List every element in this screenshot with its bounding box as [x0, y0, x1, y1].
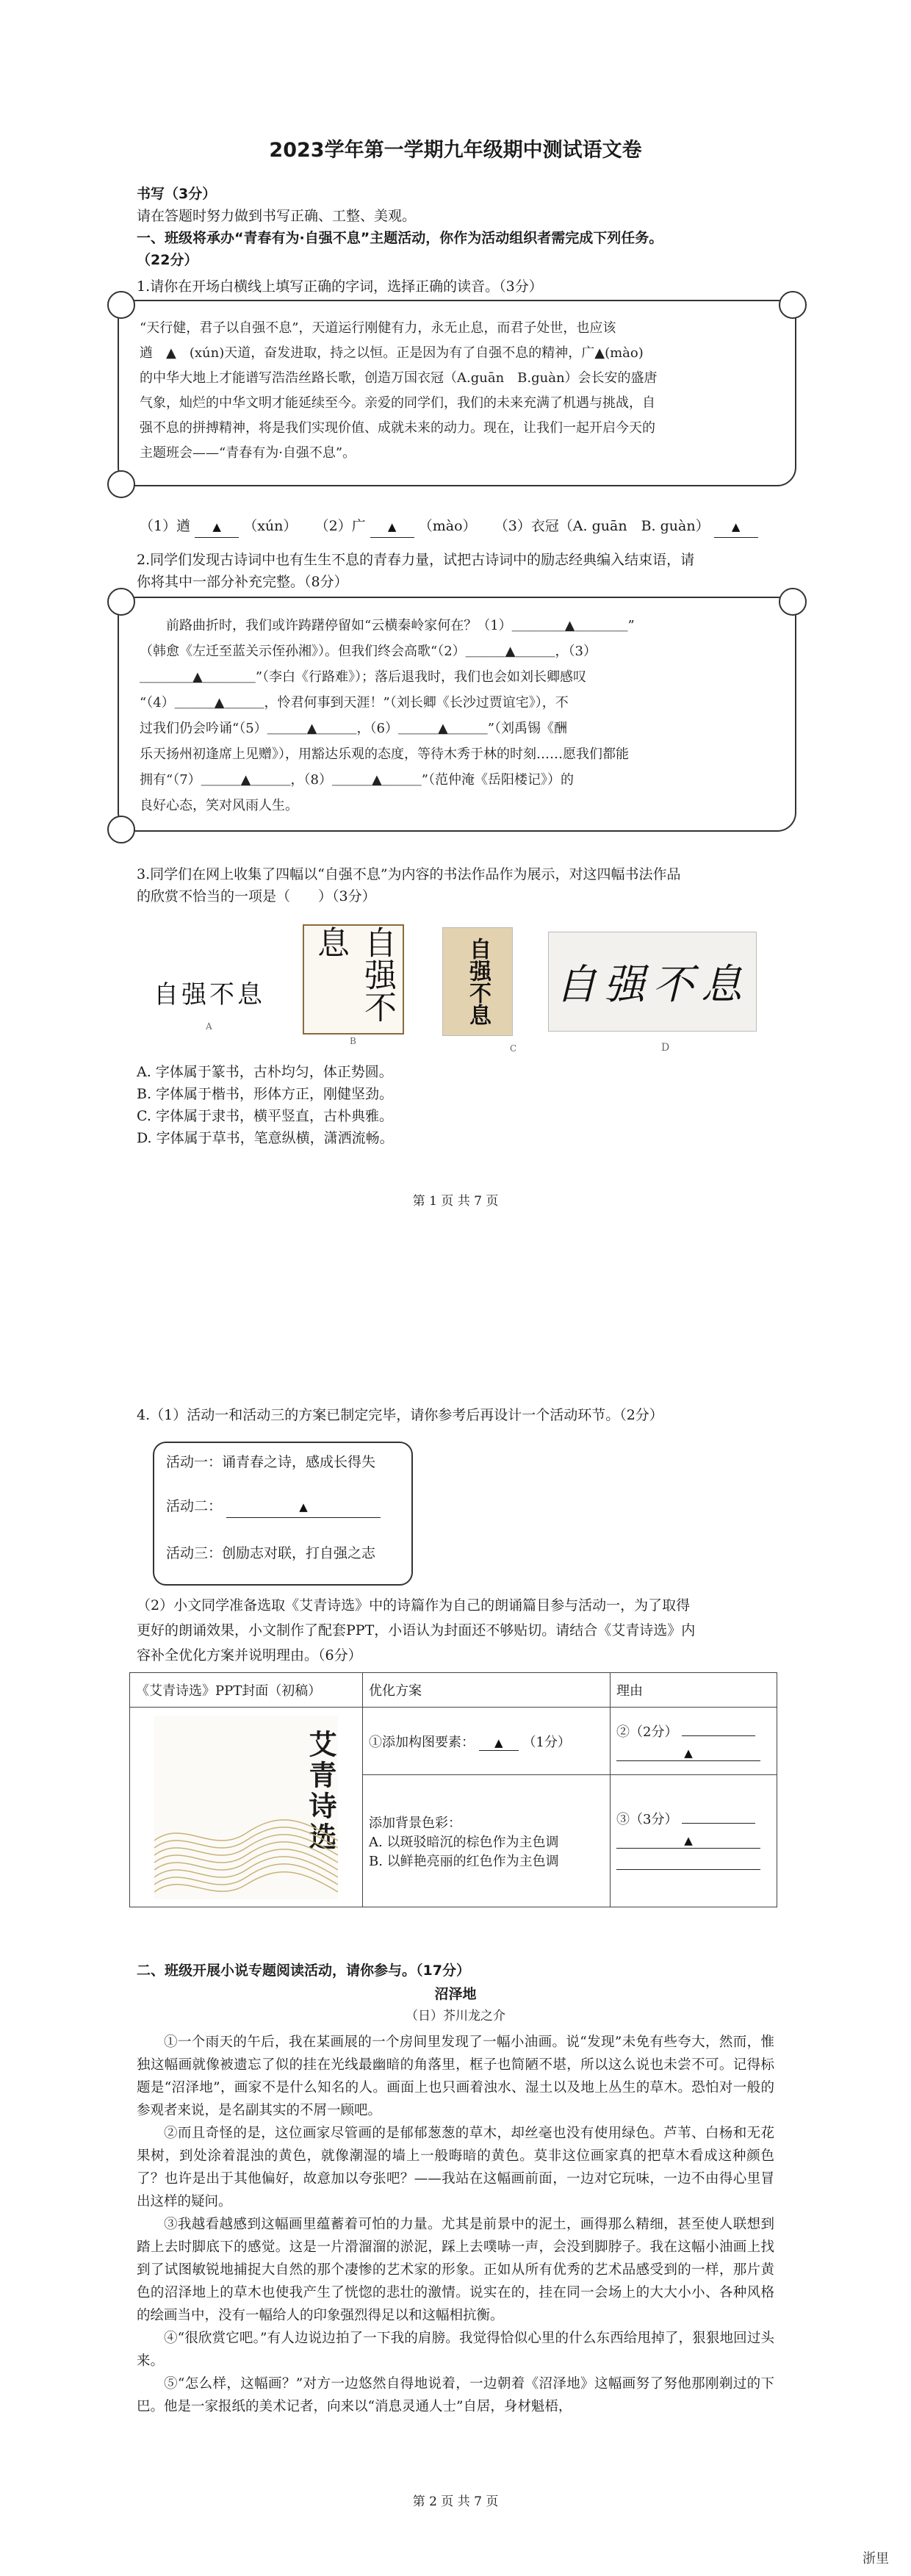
q4-part2-line: 更好的朗诵效果，小文制作了配套PPT，小语认为封面还不够贴切。请结合《艾青诗选》内 — [137, 1622, 696, 1638]
scroll-curl-icon — [107, 588, 135, 616]
story-author: （日）芥川龙之介 — [406, 2009, 505, 2023]
corner-watermark: 浙里 — [863, 2551, 889, 2566]
page-footer-2: 第 2 页 共 7 页 — [412, 2494, 499, 2509]
q3-options — [137, 1061, 394, 1149]
reason-2-blank-2[interactable] — [616, 1745, 760, 1761]
q3-option-d[interactable]: D. 字体属于草书，笔意纵横，潇洒流畅。 — [137, 1130, 394, 1146]
q4-prompt: 4.（1）活动一和活动三的方案已制定完毕，请你参考后再设计一个活动环节。（2分） — [137, 1407, 663, 1423]
scroll-curl-icon — [779, 291, 807, 319]
plan-1-blank[interactable] — [479, 1735, 519, 1751]
blank-marker: ▲ — [212, 520, 221, 533]
story-paragraph: ①一个雨天的午后，我在某画展的一个房间里发现了一幅小油画。说“发现”未免有些夸大，然而，惟独这幅画就像被遗忘了似的挂在光线最幽暗的角落里，框子也简陋不堪，所以这么说也未尝不可。记得标题是“沼泽地”，画家不是什么知名的人。画面上也只画着浊水、湿土以及地上丛生的草木。恐怕对一般的参观者来说，是名副其实的不屑一顾吧。 — [137, 2034, 774, 2118]
story-body — [137, 2031, 774, 2418]
calligraphy-d-text: 自强不息 — [555, 961, 749, 1009]
plan-2-option-b[interactable]: B. 以鲜艳亮丽的红色作为主色调 — [369, 1853, 559, 1869]
section2-heading: 二、班级开展小说专题阅读活动，请你参与。（17分） — [137, 1962, 470, 1979]
calligraphy-a-text: 自强不息 — [154, 979, 265, 1010]
writing-heading: 书写（3分） — [137, 186, 217, 202]
q3-option-c[interactable]: C. 字体属于隶书，横平竖直，古朴典雅。 — [137, 1108, 393, 1124]
work-a-label: A — [206, 1021, 212, 1032]
q1-answer-1-blank[interactable] — [195, 516, 239, 538]
q2-prompt-2: 你将其中一部分补充完整。（8分） — [137, 574, 348, 590]
work-b-label: B — [350, 1036, 356, 1046]
plan-2-title: 添加背景色彩： — [369, 1815, 461, 1831]
reason-3-label: ③（3分） — [616, 1811, 678, 1827]
q1-line: 强不息的拼搏精神，将是我们实现价值、成就未来的动力。现在，让我们一起开启今天的 — [140, 420, 655, 436]
q2-line: 乐天扬州初逢席上见赠》），用豁达乐观的态度，等待木秀于林的时刻……愿我们都能 — [140, 746, 629, 762]
q1-answer-3-label: （3）衣冠（A. guān B. guàn） — [494, 518, 710, 534]
optimization-table — [129, 1672, 777, 1907]
cover-title: 艾青诗选 — [304, 1729, 337, 1853]
story-paragraph: ②而且奇怪的是，这位画家尽管画的是郁郁葱葱的草木，却丝毫也没有使用绿色。芦苇、白杨和无花果树，到处涂着混浊的黄色，就像潮湿的墙上一般晦暗的黄色。莫非这位画家真的把草木看成这种颜色了？也许是出于其他偏好，故意加以夸张吧？——我站在这幅画前面，一边对它玩味，一边不由得心里冒出这样的疑问。 — [137, 2126, 774, 2209]
q1-line: 气象，灿烂的中华文明才能延续至今。亲爱的同学们，我们的未来充满了机遇与挑战，自 — [140, 395, 655, 411]
blank-marker: ▲ — [731, 520, 741, 533]
blank-marker: ▲ — [299, 1500, 308, 1514]
scroll-curl-icon — [779, 588, 807, 616]
q3-prompt-1: 3.同学们在网上收集了四幅以“自强不息”为内容的书法作品作为展示，对这四幅书法作品 — [137, 866, 681, 882]
activity-2 — [166, 1496, 381, 1518]
page-title: 2023学年第一学期九年级期中测试语文卷 — [269, 139, 642, 162]
work-c-label: C — [510, 1043, 517, 1054]
activity-2-blank[interactable] — [226, 1496, 381, 1518]
story-paragraph: ③我越看越感到这幅画里蕴蓄着可怕的力量。尤其是前景中的泥土，画得那么精细，甚至使人联想到踏上去时脚底下的感觉。这是一片滑溜溜的淤泥，踩上去噗哧一声，会没到脚脖子。我在这幅小油画上找到了试图敏锐地捕捉大自然的那个凄惨的艺术家的形象。正如从所有优秀的艺术品感受到的一样，那片黄色的沼泽地上的草木也使我产生了恍惚的悲壮的激情。说实在的，挂在同一会场上的大大小小、各种风格的绘画当中，没有一幅给人的印象强烈得足以和这幅相抗衡。 — [137, 2217, 774, 2323]
q3-prompt-2: 的欣赏不恰当的一项是（ ）（3分） — [137, 888, 376, 904]
blank-marker: ▲ — [684, 1833, 693, 1847]
q4-part2-line: （2）小文同学准备选取《艾青诗选》中的诗篇作为自己的朗诵篇目参与活动一，为了取得 — [137, 1597, 691, 1613]
blank-marker: ▲ — [387, 520, 397, 533]
col-header-cover: 《艾青诗选》PPT封面（初稿） — [130, 1673, 363, 1708]
q3-option-a[interactable]: A. 字体属于篆书，古朴均匀，体正势圆。 — [137, 1064, 393, 1080]
q1-line: 主题班会——“青春有为·自强不息”。 — [140, 445, 356, 461]
section1-points: （22分） — [137, 252, 198, 268]
calligraphy-work-d — [548, 932, 757, 1032]
activity-1: 活动一：诵青春之诗，感成长得失 — [166, 1454, 376, 1470]
reason-row-2 — [611, 1775, 777, 1907]
reason-3-blank-3[interactable] — [616, 1853, 760, 1870]
q1-answer-1-label: （1）遒 — [140, 518, 191, 534]
wave-lines-icon — [154, 1811, 338, 1899]
scroll-curl-icon — [107, 291, 135, 319]
reason-3-blank-1[interactable] — [682, 1823, 755, 1824]
q1-answer-3-blank[interactable] — [714, 516, 758, 538]
q1-line: 遒 ▲ (xún)天道，奋发进取，持之以恒。正是因为有了自强不息的精神，广▲(mào) — [140, 345, 644, 361]
cover-cell — [130, 1708, 363, 1907]
q2-line: 前路曲折时，我们或许踌躇停留如“云横秦岭家何在？（1）＿＿＿＿▲＿＿＿＿” — [166, 618, 635, 633]
calligraphy-c-text: 自强不息 — [465, 938, 491, 1026]
q2-line: （韩愈《左迁至蓝关示侄孙湘》）。但我们终会高歌“（2）＿＿＿▲＿＿＿，（3） — [140, 644, 597, 659]
q1-line: “天行健，君子以自强不息”，天道运行刚健有力，永无止息，而君子处世，也应该 — [140, 320, 616, 336]
q4-part2 — [137, 1593, 783, 1668]
reason-2-label: ②（2分） — [616, 1724, 678, 1740]
scroll-curl-icon — [107, 816, 135, 843]
section1-heading-text: 一、班级将承办“青春有为·自强不息”主题活动，你作为活动组织者需完成下列任务。 — [137, 230, 663, 246]
q1-answer-2-pinyin: （mào） — [418, 518, 477, 534]
story-title: 沼泽地 — [434, 1986, 477, 2002]
q1-line: 的中华大地上才能谱写浩浩丝路长歌，创造万国衣冠（A.guān B.guàn）会长安的盛唐 — [140, 370, 658, 386]
blank-marker: ▲ — [494, 1735, 503, 1749]
calligraphy-work-a — [147, 970, 272, 1014]
plan-1-label: ①添加构图要素： — [369, 1734, 475, 1750]
col-header-reason: 理由 — [611, 1673, 777, 1708]
q4-part2-line: 容补全优化方案并说明理由。（6分） — [137, 1647, 362, 1663]
q2-line: ＿＿＿＿▲＿＿＿＿”（李白《行路难》）；落后退我时，我们也会如刘长卿感叹 — [140, 669, 587, 685]
q1-passage — [140, 316, 779, 466]
plan-2-option-a[interactable]: A. 以斑驳暗沉的棕色作为主色调 — [369, 1834, 559, 1850]
section1-heading — [137, 228, 798, 248]
q2-passage — [140, 613, 779, 819]
q3-option-b[interactable]: B. 字体属于楷书，形体方正，刚健坚劲。 — [137, 1086, 394, 1102]
writing-instruction: 请在答题时努力做到书写正确、工整、美观。 — [137, 208, 417, 224]
story-paragraph: ⑤“怎么样，这幅画？”对方一边悠然自得地说着，一边朝着《沼泽地》这幅画努了努他那刚剃过的下巴。他是一家报纸的美术记者，向来以“消息灵通人士”自居，身材魁梧， — [137, 2376, 774, 2414]
calligraphy-work-c — [442, 927, 513, 1036]
q2-prompt-1: 2.同学们发现古诗词中也有生生不息的青春力量，试把古诗词中的励志经典编入结束语，请 — [137, 552, 695, 568]
scroll-curl-icon — [107, 470, 135, 498]
plan-row-2 — [363, 1775, 611, 1907]
reason-2-blank-1[interactable] — [682, 1735, 755, 1736]
ppt-cover-draft — [154, 1716, 338, 1899]
q1-prompt: 1.请你在开场白横线上填写正确的字词，选择正确的读音。（3分） — [137, 278, 543, 295]
q1-answer-2-blank[interactable] — [370, 516, 414, 538]
calligraphy-work-b — [303, 924, 404, 1035]
plan-1-points: （1分） — [522, 1734, 571, 1750]
calligraphy-b-text: 自强不息 — [312, 926, 396, 1023]
reason-row-1 — [611, 1708, 777, 1775]
col-header-plan: 优化方案 — [363, 1673, 611, 1708]
q1-answer-1-pinyin: （xún） — [243, 518, 298, 534]
activity-2-label: 活动二： — [166, 1498, 223, 1514]
page-footer-1: 第 1 页 共 7 页 — [412, 1194, 499, 1209]
q2-line: “（4）＿＿＿▲＿＿＿，怜君何事到天涯！”（刘长卿《长沙过贾谊宅》），不 — [140, 695, 569, 710]
q1-answer-2-label: （2）广 — [314, 518, 366, 534]
q2-line: 过我们仍会吟诵“（5）＿＿＿▲＿＿＿，（6）＿＿＿▲＿＿＿”（刘禹锡《酬 — [140, 721, 567, 736]
plan-row-1 — [363, 1708, 611, 1775]
q2-line: 拥有“（7）＿＿＿▲＿＿＿，（8）＿＿＿▲＿＿＿”（范仲淹《岳阳楼记》）的 — [140, 772, 574, 788]
q1-answer-row — [140, 516, 758, 538]
reason-3-blank-2[interactable] — [616, 1832, 760, 1849]
q2-line: 良好心态，笑对风雨人生。 — [140, 798, 298, 813]
work-d-label: D — [661, 1042, 670, 1054]
story-paragraph: ④“很欣赏它吧。”有人边说边拍了一下我的肩膀。我觉得恰似心里的什么东西给甩掉了，狠狠地回过头来。 — [137, 2331, 774, 2369]
activity-3: 活动三：创励志对联，打自强之志 — [166, 1545, 376, 1561]
blank-marker: ▲ — [684, 1746, 693, 1760]
